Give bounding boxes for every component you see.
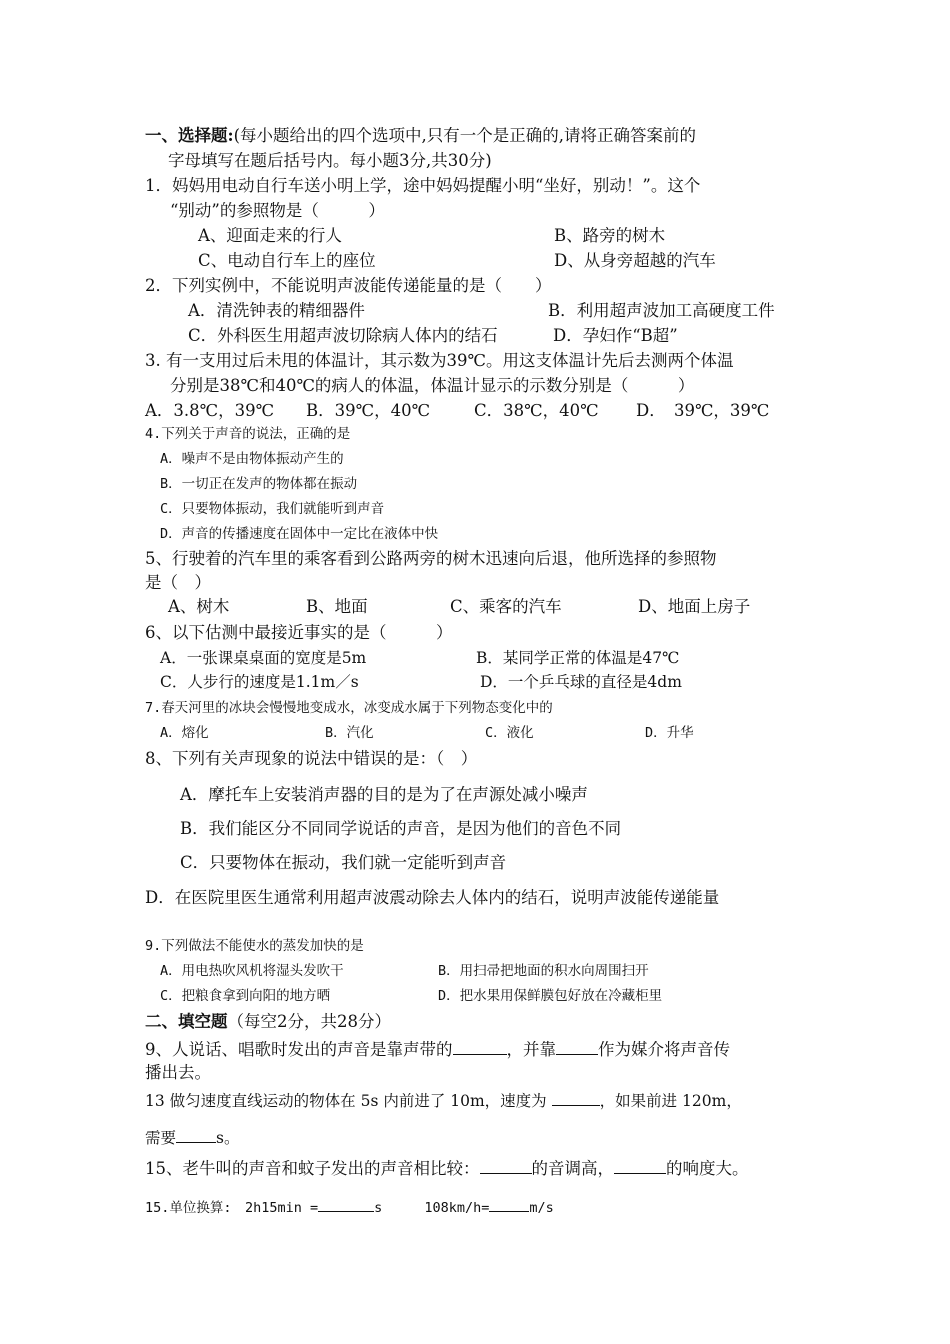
q5-option-c: C、乘客的汽车 xyxy=(450,597,562,616)
q3-option-d: D． 39℃，39℃ xyxy=(636,401,770,420)
q3-option-b: B．39℃，40℃ xyxy=(306,401,431,420)
q7-option-b: B．汽化 xyxy=(325,725,374,741)
q5-stem-line2: 是（ ） xyxy=(145,573,211,592)
fill15b-line xyxy=(145,1197,554,1216)
section1-header-line1 xyxy=(145,128,696,145)
fill15b-blank-2[interactable] xyxy=(489,1197,529,1212)
q7-option-c: C．液化 xyxy=(485,725,534,741)
q5-option-d: D、地面上房子 xyxy=(638,597,751,616)
section2-heading: 二、填空题 xyxy=(145,1012,228,1031)
q6-option-d: D．一个乒乓球的直径是4dm xyxy=(480,673,682,691)
q9-stem: 9.下列做法不能使水的蒸发加快的是 xyxy=(145,938,364,954)
fill13-text-2: ，如果前进 120m， xyxy=(599,1092,742,1110)
fill15b-text-1: 15.单位换算: 2h15min = xyxy=(145,1200,319,1216)
fill15a-blank-1[interactable] xyxy=(480,1159,532,1174)
q2-option-c: C．外科医生用超声波切除病人体内的结石 xyxy=(188,326,498,345)
fill15a-text-2: 的音调高， xyxy=(531,1159,614,1178)
fill9-text-1: 9、人说话、唱歌时发出的声音是靠声带的 xyxy=(145,1040,453,1059)
q6-stem: 6、以下估测中最接近事实的是（ ） xyxy=(145,623,453,642)
fill9-text-3: 作为媒介将声音传 xyxy=(598,1040,730,1059)
fill15b-text-2: s xyxy=(374,1200,383,1216)
q4-stem: 4.下列关于声音的说法，正确的是 xyxy=(145,426,351,442)
q9-option-c: C．把粮食拿到向阳的地方晒 xyxy=(160,988,331,1004)
fill15a-line xyxy=(145,1159,749,1178)
q2-option-a: A．清洗钟表的精细器件 xyxy=(188,301,365,320)
q6-option-b: B．某同学正常的体温是47℃ xyxy=(476,649,680,667)
q1-option-d: D、从身旁超越的汽车 xyxy=(554,251,716,270)
fill13-line2 xyxy=(145,1128,239,1147)
q8-option-c: C．只要物体在振动，我们就一定能听到声音 xyxy=(180,853,507,872)
q3-stem-line2: 分别是38℃和40℃的病人的体温，体温计显示的示数分别是（ ） xyxy=(170,376,695,395)
fill9-text-2: ，并靠 xyxy=(506,1040,556,1059)
q4-option-b: B．一切正在发声的物体都在振动 xyxy=(160,476,358,492)
q5-stem-line1: 5、行驶着的汽车里的乘客看到公路两旁的树木迅速向后退，他所选择的参照物 xyxy=(145,549,717,568)
q3-option-a: A．3.8℃，39℃ xyxy=(145,401,275,420)
q9-option-a: A．用电热吹风机将湿头发吹干 xyxy=(160,963,344,979)
q9-option-d: D．把水果用保鲜膜包好放在冷藏柜里 xyxy=(438,988,663,1004)
q9-option-b: B．用扫帚把地面的积水向周围扫开 xyxy=(438,963,649,979)
fill15b-text-4: m/s xyxy=(529,1200,554,1216)
fill13-blank-2[interactable] xyxy=(176,1128,216,1143)
section1-instructions-1: (每小题给出的四个选项中,只有一个是正确的,请将正确答案前的 xyxy=(233,126,697,145)
fill9-blank-1[interactable] xyxy=(453,1040,507,1055)
q4-option-d: D．声音的传播速度在固体中一定比在液体中快 xyxy=(160,526,439,542)
q8-option-a: A．摩托车上安装消声器的目的是为了在声源处减小噪声 xyxy=(180,785,588,804)
fill15a-text-1: 15、老牛叫的声音和蚊子发出的声音相比较： xyxy=(145,1159,480,1178)
fill13-text-4: s。 xyxy=(216,1129,240,1147)
q6-option-a: A．一张课桌桌面的宽度是5m xyxy=(160,649,367,667)
q5-option-b: B、地面 xyxy=(306,597,368,616)
fill15a-text-3: 的响度大。 xyxy=(666,1159,749,1178)
q3-stem-line1: 3. 有一支用过后未甩的体温计，其示数为39℃。用这支体温计先后去测两个体温 xyxy=(145,351,734,370)
section2-instructions: （每空2分，共28分） xyxy=(227,1012,391,1031)
fill15b-blank-1[interactable] xyxy=(318,1197,374,1212)
q8-stem: 8、下列有关声现象的说法中错误的是：（ ） xyxy=(145,749,478,768)
q4-option-c: C．只要物体振动，我们就能听到声音 xyxy=(160,501,385,517)
q1-stem-line1: 1．妈妈用电动自行车送小明上学，途中妈妈提醒小明“坐好，别动！”。这个 xyxy=(145,176,701,195)
q5-option-a: A、树木 xyxy=(168,597,230,616)
fill9-blank-2[interactable] xyxy=(556,1040,598,1055)
fill13-text-3: 需要 xyxy=(145,1129,177,1147)
q6-option-c: C．人步行的速度是1.1m／s xyxy=(160,673,359,691)
fill13-blank-1[interactable] xyxy=(552,1091,600,1106)
section1-instructions-2: 字母填写在题后括号内。每小题3分,共30分) xyxy=(168,151,492,170)
section1-heading: 一、选择题: xyxy=(145,126,234,145)
q1-option-a: A、迎面走来的行人 xyxy=(198,226,342,245)
fill15a-blank-2[interactable] xyxy=(614,1159,666,1174)
q4-option-a: A．噪声不是由物体振动产生的 xyxy=(160,451,344,467)
q1-option-b: B、路旁的树木 xyxy=(554,226,666,245)
q1-option-c: C、电动自行车上的座位 xyxy=(198,251,376,270)
fill9-line2: 播出去。 xyxy=(145,1063,211,1082)
q7-stem: 7.春天河里的冰块会慢慢地变成水，冰变成水属于下列物态变化中的 xyxy=(145,700,553,716)
q8-option-d: D．在医院里医生通常利用超声波震动除去人体内的结石，说明声波能传递能量 xyxy=(145,888,720,907)
q2-option-b: B．利用超声波加工高硬度工件 xyxy=(548,301,775,320)
q7-option-a: A．熔化 xyxy=(160,725,209,741)
q1-stem-line2: “别动”的参照物是（ ） xyxy=(170,201,385,220)
q2-stem: 2．下列实例中，不能说明声波能传递能量的是（ ） xyxy=(145,276,552,295)
fill9-line1 xyxy=(145,1040,730,1059)
q7-option-d: D．升华 xyxy=(645,725,694,741)
q8-option-b: B．我们能区分不同同学说话的声音，是因为他们的音色不同 xyxy=(180,819,622,838)
q2-option-d: D．孕妇作“B超” xyxy=(553,326,678,345)
q3-option-c: C．38℃，40℃ xyxy=(474,401,599,420)
section2-header xyxy=(145,1014,391,1031)
fill13-line1 xyxy=(145,1091,742,1110)
fill13-text-1: 13 做匀速度直线运动的物体在 5s 内前进了 10m，速度为 xyxy=(145,1092,552,1110)
fill15b-text-3: 108km/h= xyxy=(424,1200,490,1216)
